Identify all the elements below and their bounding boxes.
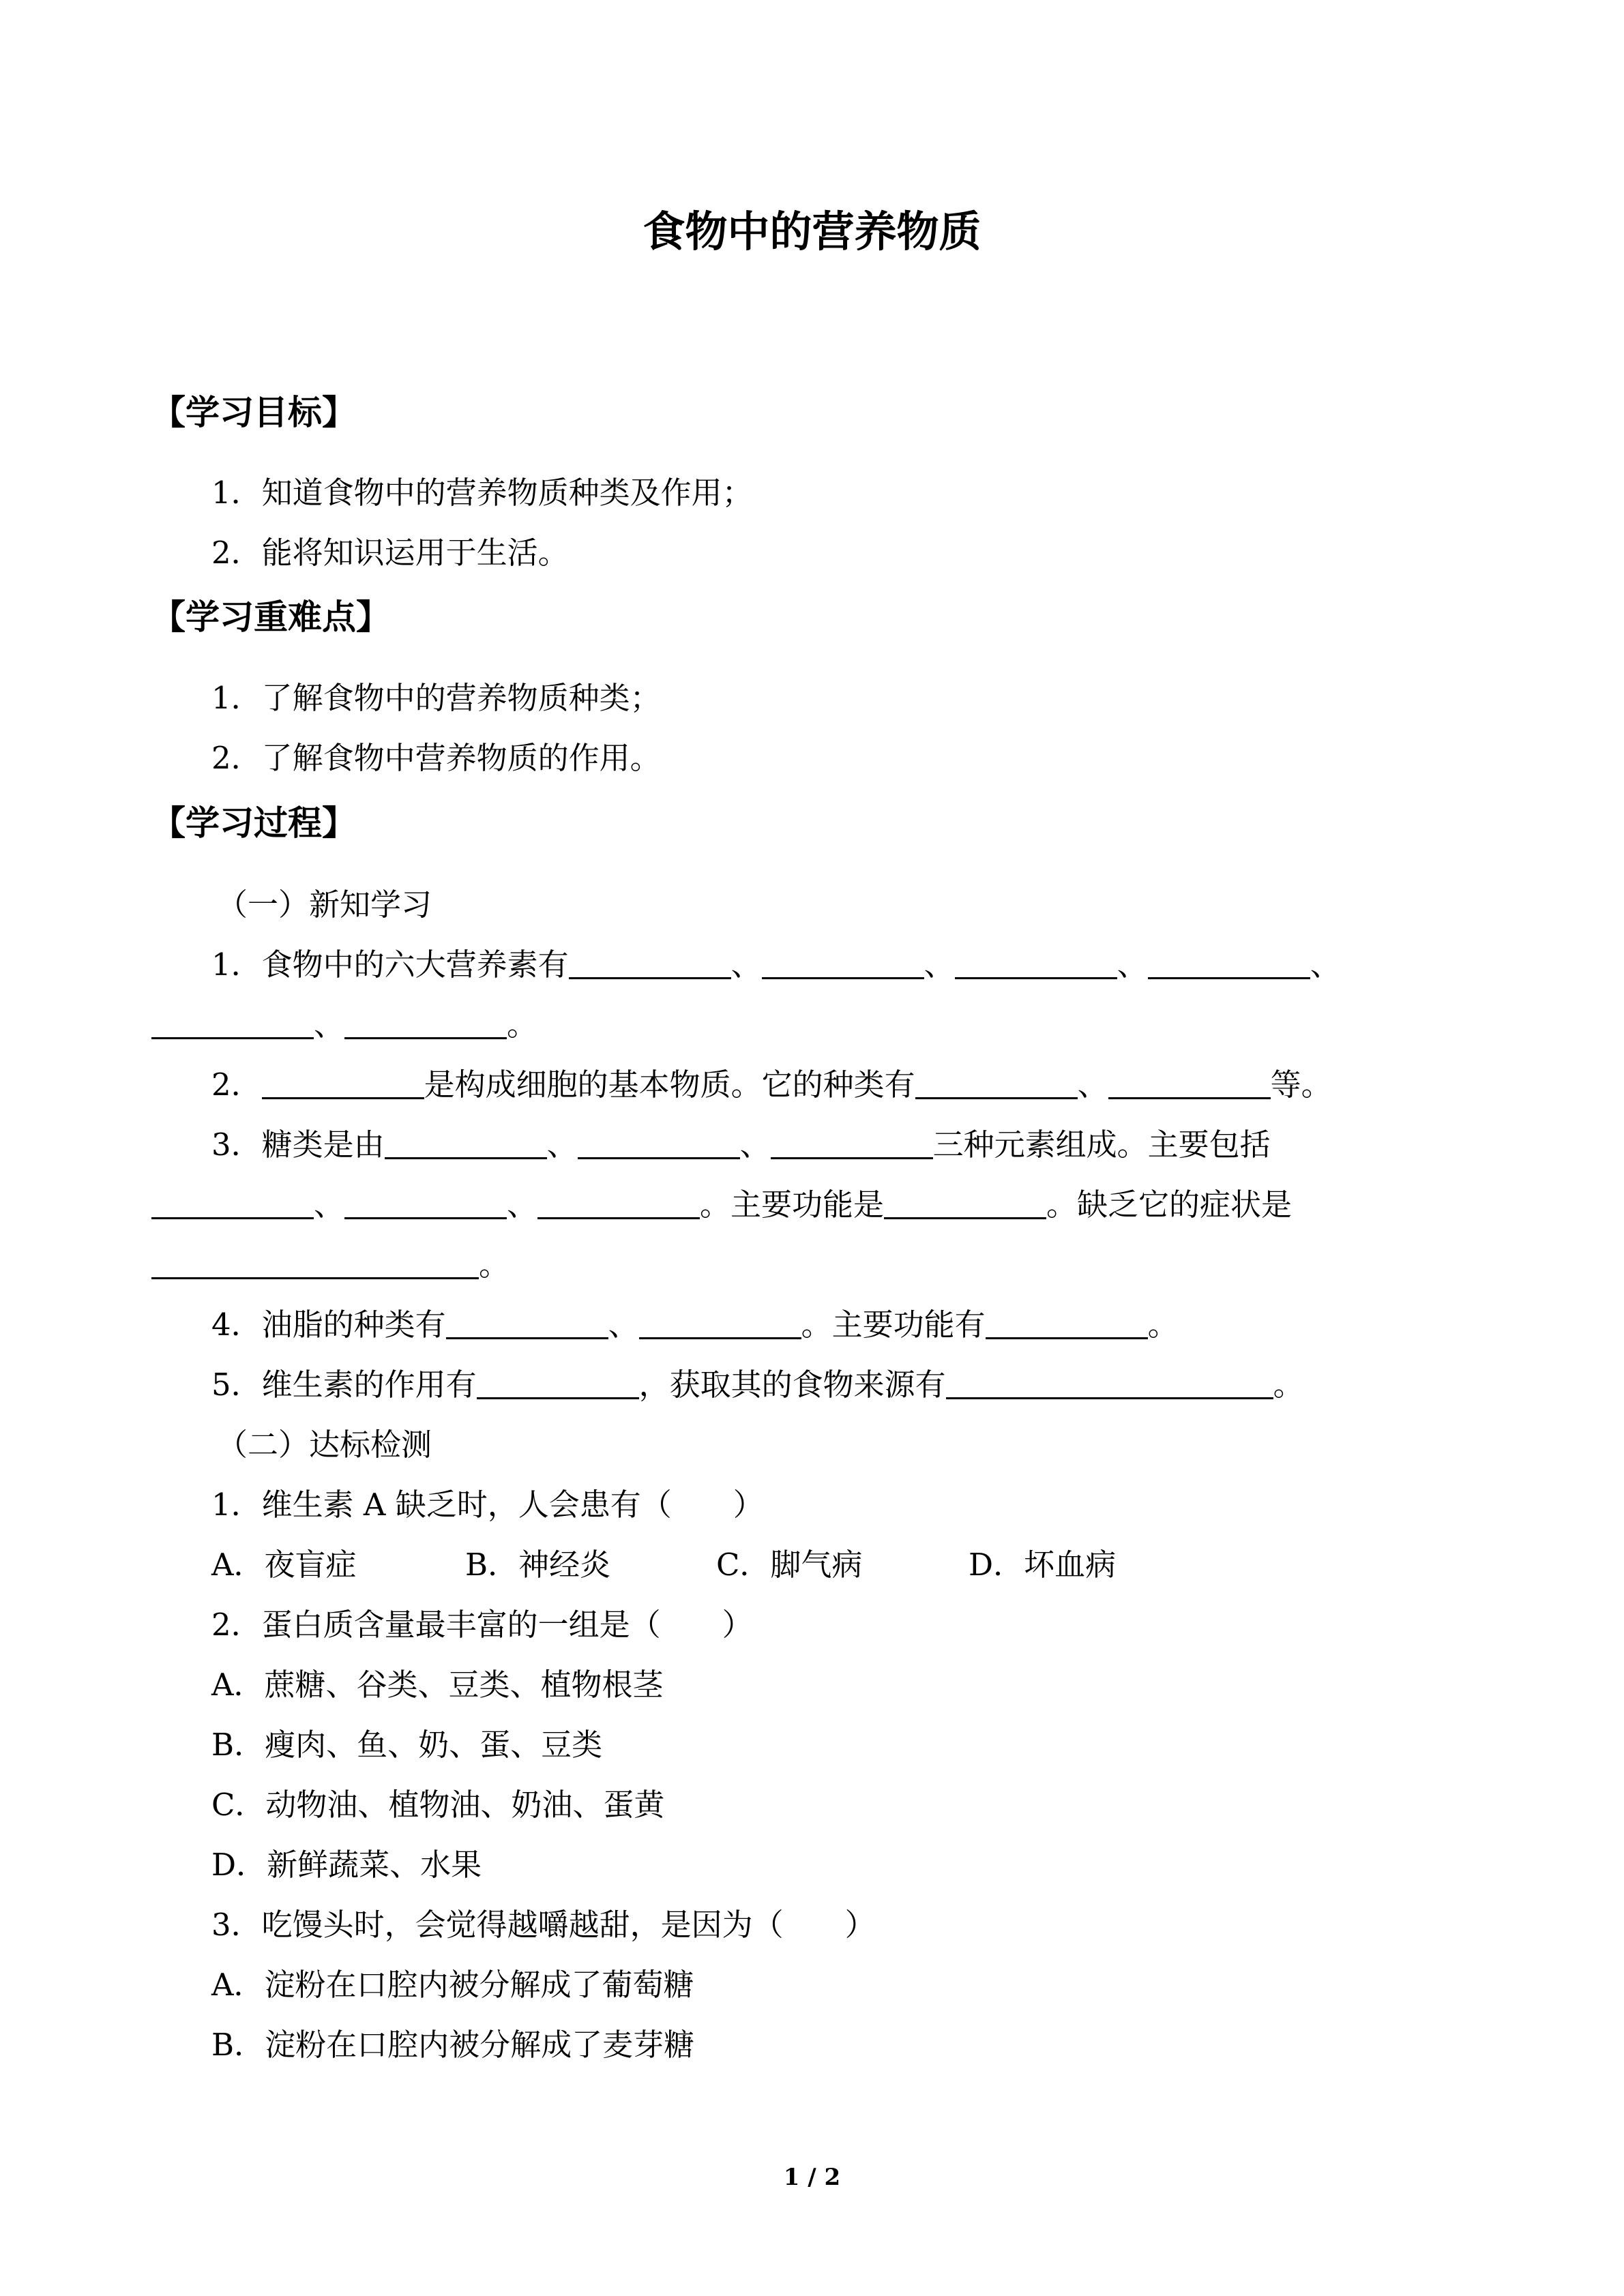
separator: 、 [608,1307,639,1343]
fill-question-2 [211,1064,1332,1106]
answer-blank[interactable] [151,1247,479,1279]
answer-blank[interactable] [762,947,924,979]
period: 。 [507,1007,538,1043]
question-text: 。缺乏它的症状是 [1046,1187,1293,1223]
separator: 、 [924,946,955,983]
option-a[interactable]: A．蔗糖、谷类、豆类、植物根茎 [211,1667,664,1703]
question-text-end: 等。 [1270,1067,1332,1103]
fill-question-3 [211,1124,1271,1166]
period: 。 [1273,1367,1304,1403]
question-text: 1．食物中的六大营养素有 [211,946,569,983]
section-heading-goals: 【学习目标】 [151,393,356,432]
option-c[interactable]: C．脚气病 [716,1547,863,1583]
answer-blank[interactable] [915,1067,1078,1099]
option-a[interactable]: A．夜盲症 [211,1547,357,1583]
fill-question-3-cont2 [151,1244,510,1286]
key-point-item-2: 2．了解食物中营养物质的作用。 [211,740,661,776]
answer-blank[interactable] [639,1307,801,1339]
separator: 、 [314,1187,345,1223]
option-b[interactable]: B．淀粉在口腔内被分解成了麦芽糖 [211,2027,695,2063]
goal-item-2: 2．能将知识运用于生活。 [211,535,569,571]
page-title: 食物中的营养物质 [643,207,981,256]
answer-blank[interactable] [537,1187,700,1219]
question-text: 4．油脂的种类有 [211,1307,446,1343]
test-question-1: 1．维生素 A 缺乏时，人会患有（ ） [211,1487,764,1523]
separator: 、 [1117,946,1148,983]
question-text: 5．维生素的作用有 [211,1367,477,1403]
separator: 、 [1077,1067,1108,1103]
answer-blank[interactable] [151,1187,314,1219]
fill-question-3-cont [151,1184,1292,1226]
separator: 、 [507,1187,538,1223]
option-d[interactable]: D．新鲜蔬菜、水果 [211,1847,482,1883]
goal-item-1: 1．知道食物中的营养物质种类及作用； [211,475,753,511]
separator: 、 [546,1127,578,1163]
question-number: 2． [211,1067,262,1103]
question-text: 。主要功能是 [700,1187,885,1223]
answer-blank[interactable] [578,1127,740,1159]
separator: 、 [739,1127,771,1163]
separator: 、 [730,946,762,983]
period: 。 [1147,1307,1179,1343]
test-question-3: 3．吃馒头时，会觉得越嚼越甜，是因为（ ） [211,1907,876,1943]
question-text: 是构成细胞的基本物质。它的种类有 [424,1067,915,1103]
answer-blank[interactable] [946,1367,1273,1399]
answer-blank[interactable] [477,1367,639,1399]
separator: 、 [1310,946,1341,983]
answer-blank[interactable] [1108,1067,1271,1099]
page-number: 1 / 2 [783,2164,841,2191]
answer-blank[interactable] [151,1007,314,1039]
fill-question-5 [211,1364,1304,1406]
option-d[interactable]: D．坏血病 [969,1547,1117,1583]
answer-blank[interactable] [884,1187,1046,1219]
test-question-2: 2．蛋白质含量最丰富的一组是（ ） [211,1607,753,1643]
answer-blank[interactable] [446,1307,608,1339]
question-text: 。主要功能有 [801,1307,986,1343]
fill-question-1 [211,944,1341,986]
answer-blank[interactable] [986,1307,1148,1339]
answer-blank[interactable] [1148,947,1310,979]
option-a[interactable]: A．淀粉在口腔内被分解成了葡萄糖 [211,1967,694,2003]
option-b[interactable]: B．神经炎 [465,1547,611,1583]
answer-blank[interactable] [344,1187,507,1219]
subsection-new-knowledge: （一）新知学习 [217,886,432,923]
answer-blank[interactable] [385,1127,547,1159]
fill-question-1-cont [151,1004,537,1046]
section-heading-process: 【学习过程】 [151,803,356,843]
answer-blank[interactable] [569,947,731,979]
option-c[interactable]: C．动物油、植物油、奶油、蛋黄 [211,1787,665,1823]
answer-blank[interactable] [262,1067,424,1099]
key-point-item-1: 1．了解食物中的营养物质种类； [211,680,661,716]
answer-blank[interactable] [771,1127,933,1159]
period: 。 [479,1247,510,1283]
answer-blank[interactable] [344,1007,507,1039]
separator: 、 [314,1007,345,1043]
fill-question-4 [211,1304,1179,1346]
question-text: 三种元素组成。主要包括 [932,1127,1271,1163]
question-text: ，获取其的食物来源有 [638,1367,946,1403]
test-question-1-options [211,1544,1116,1586]
subsection-test: （二）达标检测 [217,1427,432,1463]
section-heading-key-points: 【学习重难点】 [151,597,390,637]
question-text: 3．糖类是由 [211,1127,385,1163]
option-b[interactable]: B．瘦肉、鱼、奶、蛋、豆类 [211,1727,603,1763]
answer-blank[interactable] [955,947,1117,979]
